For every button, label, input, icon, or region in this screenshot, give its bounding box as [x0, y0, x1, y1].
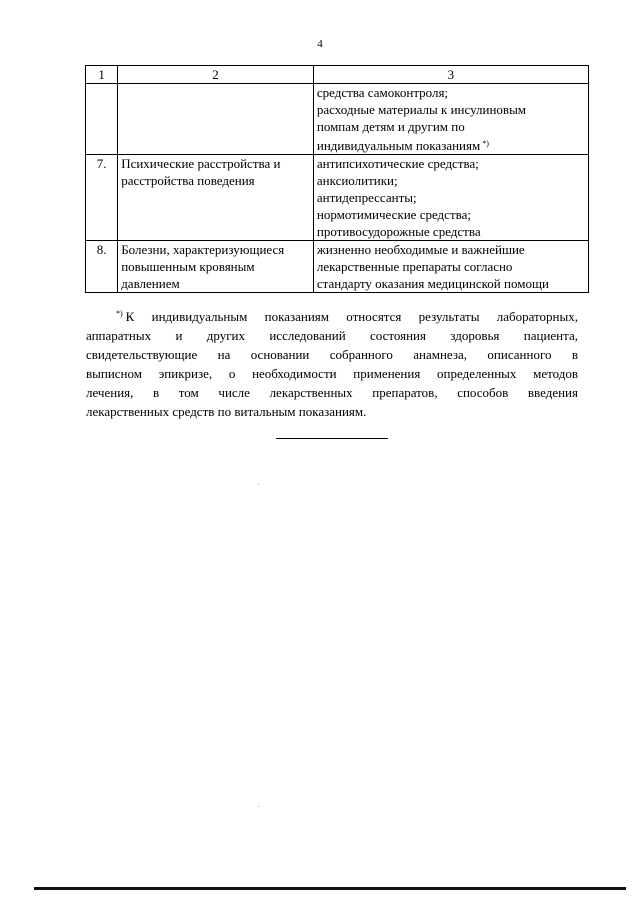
- footnote-line: аппаратных и других исследований состояния здоровья пациента,: [86, 328, 578, 343]
- table-header-row: [86, 66, 589, 84]
- drug-line: расходные материалы к инсулиновым: [316, 102, 527, 117]
- drug-line: антипсихотические средства;: [316, 156, 479, 171]
- drug-line: нормотимические средства;: [316, 207, 471, 222]
- drug-line: лекарственные препараты согласно: [316, 259, 513, 274]
- table-row: [86, 84, 589, 155]
- table-row: [86, 155, 589, 241]
- drug-line-with-ref: [317, 135, 585, 154]
- header-col-1: 1: [86, 66, 118, 84]
- disease-line: Болезни, характеризующиеся: [121, 242, 285, 257]
- row-number: 7.: [86, 155, 118, 241]
- drugs-cell: [313, 84, 588, 155]
- row-number: 8.: [86, 241, 118, 293]
- header-col-2: 2: [118, 66, 314, 84]
- footnote-line: выписном эпикризе, о необходимости применения определенных методов: [86, 366, 578, 381]
- drug-line: антидепрессанты;: [316, 190, 417, 205]
- footnote-line: лечения, в том числе лекарственных препаратов, способов введения: [86, 385, 578, 400]
- drug-line: средства самоконтроля;: [316, 85, 449, 100]
- table-row: [86, 241, 589, 293]
- footnote-mark: *): [116, 309, 123, 318]
- disease-line: Психические расстройства и: [121, 156, 281, 171]
- disease-cell: [118, 241, 314, 293]
- drug-line: жизненно необходимые и важнейшие: [316, 242, 525, 257]
- drug-line: противосудорожные средства: [316, 224, 481, 239]
- disease-line: повышенным кровяным: [121, 259, 255, 274]
- scan-speck: [258, 484, 259, 485]
- drug-line: стандарту оказания медицинской помощи: [316, 276, 549, 291]
- disease-cell: [118, 84, 314, 155]
- drugs-cell: [313, 155, 588, 241]
- disease-cell: [118, 155, 314, 241]
- end-rule: [276, 438, 388, 439]
- footnote-line: свидетельствующие на основании собранного анамнеза, описанного в: [86, 347, 578, 362]
- footnote-line: [86, 304, 578, 326]
- scan-edge-bar: [34, 887, 626, 890]
- header-col-3: 3: [313, 66, 588, 84]
- footnote: [86, 304, 578, 421]
- drugs-cell: [313, 241, 588, 293]
- footnote-line: лекарственных средств по витальным показаниям.: [86, 404, 367, 419]
- disease-line: расстройства поведения: [121, 173, 255, 188]
- page-number: 4: [317, 38, 323, 50]
- footnote-text: К индивидуальным показаниям относятся результаты лабораторных,: [125, 309, 578, 324]
- drug-line: анксиолитики;: [316, 173, 398, 188]
- footnote-ref: *): [482, 139, 489, 148]
- row-number: [86, 84, 118, 155]
- disease-line: давлением: [121, 276, 180, 291]
- scan-speck: [258, 806, 259, 807]
- drug-table: [85, 65, 589, 293]
- drug-line: помпам детям и другим по: [316, 119, 465, 134]
- drug-line: индивидуальным показаниям: [316, 138, 481, 153]
